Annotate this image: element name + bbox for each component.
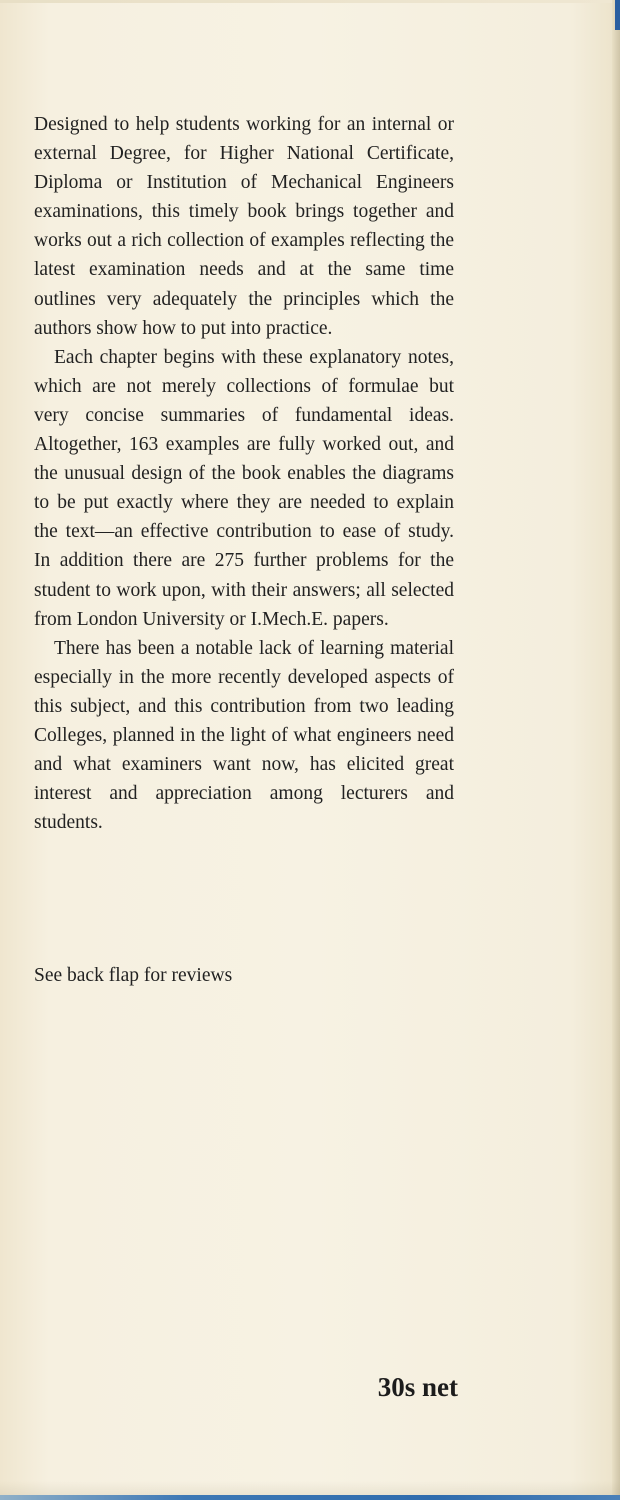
blue-corner-mark bbox=[615, 0, 620, 30]
top-edge bbox=[0, 0, 620, 3]
blurb-paragraph-3: There has been a notable lack of learning material especially in the more recently developed aspects of this subject, and this contribution from two leading Colleges, planned in the light of what engineers need and what examiners want now, has elicited great interest and appreciation among lecturers and students. bbox=[34, 637, 454, 834]
blurb-paragraph-2: Each chapter begins with these explanatory notes, which are not merely collections of formulae but very concise summaries of fundamental ideas. Altogether, 163 examples are fully worked out, and the unusual design of the book enables the diagrams to be put exactly where they are needed to explain the text—an effective contribution to ease of study. In addition there are 275 further problems for the student to work upon, with their answers; all selected from London University or I.Mech.E. papers. bbox=[34, 346, 454, 630]
bottom-blue-edge bbox=[0, 1495, 620, 1500]
blurb-paragraph-1: Designed to help students working for an internal or external Degree, for Higher National Certificate, Diploma or Institution of Mechanical Engineers examinations, this timely book brings together and works out a rich collection of examples reflecting the latest examination needs and at the same time outlines very adequately the principles which the authors show how to put into practice. bbox=[34, 114, 454, 339]
see-back-flap-note: See back flap for reviews bbox=[34, 965, 233, 986]
right-edge bbox=[612, 0, 620, 1500]
price-label: 30s net bbox=[377, 1372, 458, 1402]
blurb-text bbox=[34, 110, 454, 837]
bottom-crease bbox=[0, 1481, 620, 1495]
